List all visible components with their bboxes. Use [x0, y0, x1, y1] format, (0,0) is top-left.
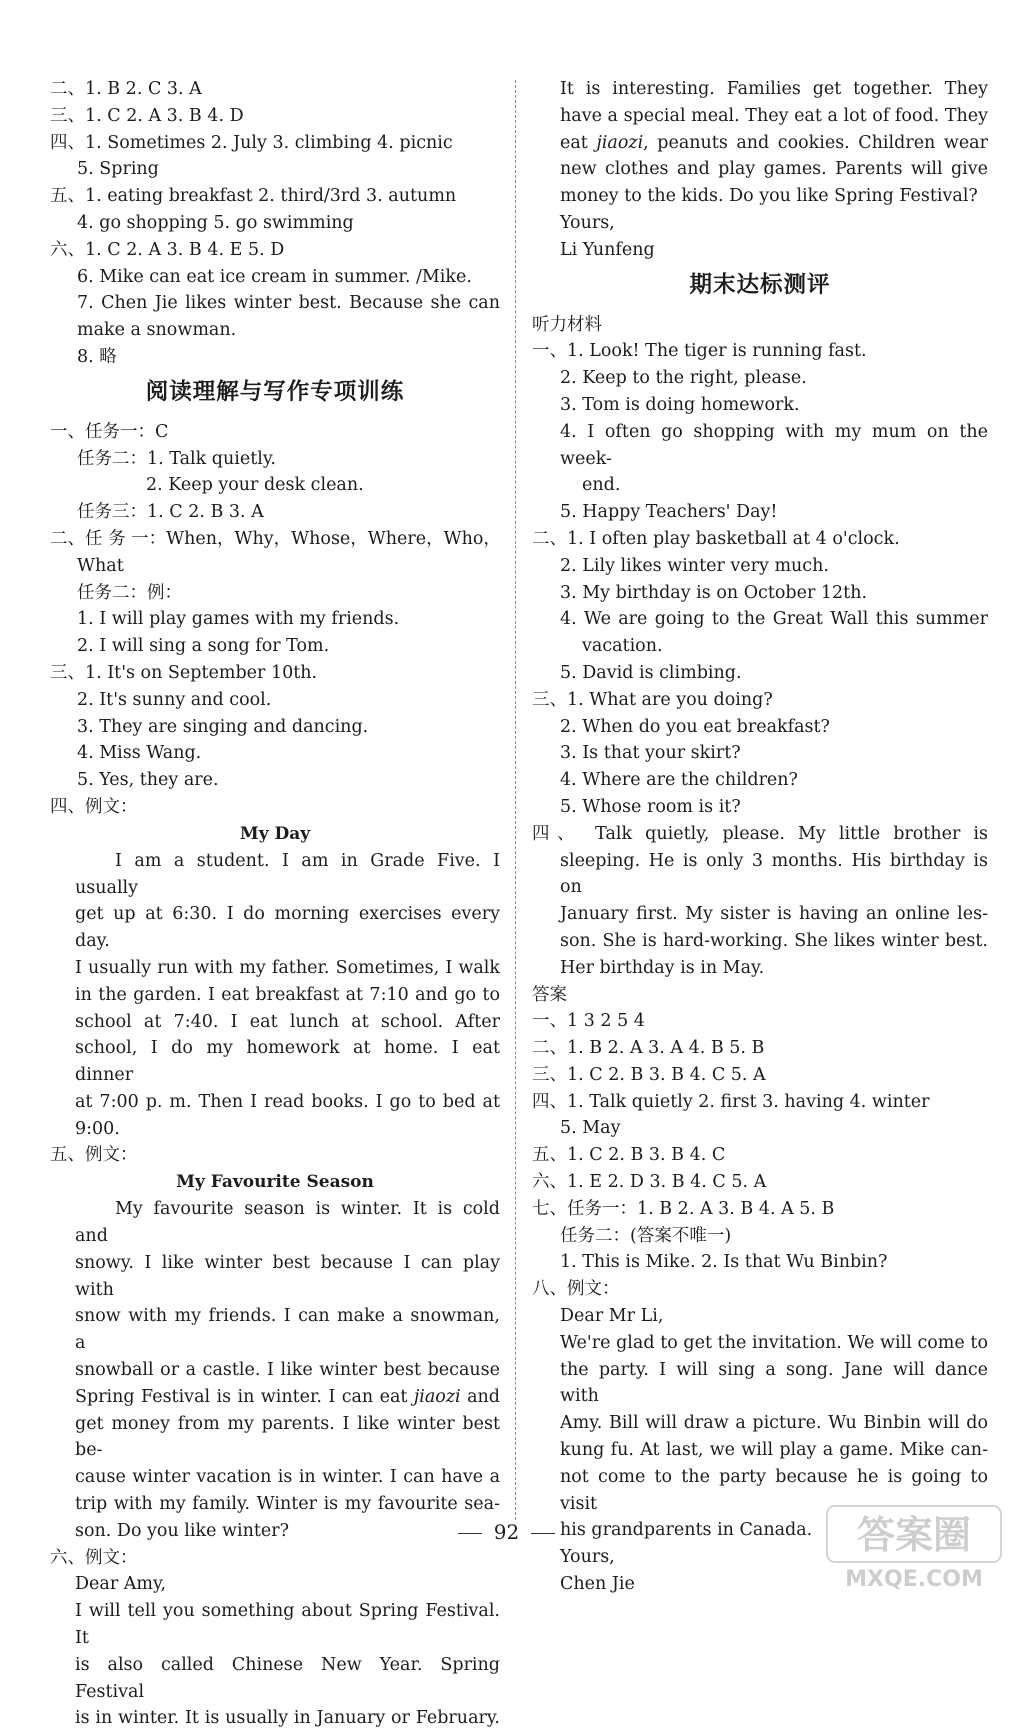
listening-line: end. — [582, 475, 621, 496]
italic-word: jiaozi — [413, 1386, 461, 1407]
listening-line: 二、1. I often play basketball at 4 o'clock. — [532, 528, 900, 549]
letter-line: his grandparents in Canada. — [560, 1520, 813, 1541]
answer-line: 一、1 3 2 5 4 — [532, 1011, 645, 1032]
left-column — [50, 76, 500, 1732]
answer-line: 2. Keep your desk clean. — [146, 475, 364, 496]
essay-line-text: and — [467, 1386, 500, 1407]
essay-line: snowball or a castle. I like winter best because — [75, 1360, 500, 1381]
listening-line: 3. Is that your skirt? — [560, 743, 741, 764]
answer-line: 三、1. C 2. B 3. B 4. C 5. A — [532, 1064, 766, 1085]
answer-line: 二、1. B 2. C 3. A — [50, 79, 202, 99]
listening-line: 4. Where are the children? — [560, 770, 798, 791]
listening-line: 5. David is climbing. — [560, 662, 742, 683]
listening-line: January first. My sister is having an online les- — [560, 904, 988, 925]
answer-line: 一、任务一：C — [50, 421, 169, 442]
letter-line: is in winter. It is usually in January or February. — [75, 1708, 500, 1729]
listening-line: 2. Lily likes winter very much. — [560, 555, 829, 576]
letter-line: I will tell you something about Spring Festival. It — [75, 1601, 500, 1649]
listening-line: 2. Keep to the right, please. — [560, 368, 807, 389]
letter-line: Amy. Bill will draw a picture. Wu Binbin will do — [560, 1413, 988, 1434]
letter-continuation — [532, 76, 988, 264]
listening-line: 一、1. Look! The tiger is running fast. — [532, 341, 867, 362]
answer-line: 4. go shopping 5. go swimming — [77, 212, 354, 233]
answer-line: 8. 略 — [77, 346, 117, 367]
listening-line: son. She is hard-working. She likes winter best. — [560, 930, 988, 951]
letter-line: Yours, — [560, 1547, 615, 1568]
answer-line: 6. Mike can eat ice cream in summer. /Mike. — [77, 266, 472, 287]
essay-line: I am a student. I am in Grade Five. I usually — [75, 850, 500, 898]
answer-line: 二、任 务 一：When，Why，Whose，Where，Who， — [50, 528, 501, 549]
essay-line: My favourite season is winter. It is cold and — [75, 1199, 500, 1247]
watermark-text: 答案圈 — [856, 1513, 972, 1557]
answer-line: 5. Yes, they are. — [77, 770, 219, 791]
essay-line: snowy. I like winter best because I can play with — [75, 1252, 500, 1300]
letter-line: new clothes and play games. Parents will give — [560, 159, 988, 180]
section-title-final-test: 期末达标测评 — [689, 271, 831, 298]
essay-line: school, I do my homework at home. I eat dinner — [75, 1038, 500, 1086]
answer-line: 六、1. C 2. A 3. B 4. E 5. D — [50, 239, 285, 260]
letter-line: Dear Amy, — [75, 1574, 167, 1595]
letter-line: not come to the party because he is going to visit — [560, 1466, 988, 1514]
answer-line: 4. Miss Wang. — [77, 743, 202, 764]
watermark-url: MXQE.COM — [845, 1567, 983, 1592]
letter-line: Yours, — [560, 212, 615, 233]
answer-line: 八、例文： — [532, 1279, 620, 1300]
letter-line: Chen Jie — [560, 1574, 635, 1595]
essay-my-day — [50, 848, 500, 1143]
listening-line: 2. When do you eat breakfast? — [560, 716, 830, 737]
section-title-reading-writing: 阅读理解与写作专项训练 — [145, 378, 405, 405]
letter-line: Li Yunfeng — [560, 239, 655, 260]
listening-line: 4. We are going to the Great Wall this summer — [560, 609, 988, 630]
letter-line-text: , peanuts and cookies. Children wear — [643, 132, 988, 153]
answer-line: 3. They are singing and dancing. — [77, 716, 369, 737]
answer-line: 七、任务一：1. B 2. A 3. B 4. A 5. B — [532, 1198, 835, 1219]
answer-line: 任务二：(答案不唯一) — [560, 1225, 732, 1246]
answer-line: What — [77, 555, 124, 576]
answer-line: 2. I will sing a song for Tom. — [77, 636, 330, 657]
letter-line: is also called Chinese New Year. Spring Festival — [75, 1654, 500, 1702]
right-column — [532, 76, 988, 1598]
letter-line: It is interesting. Families get together. They — [560, 79, 988, 99]
column-divider — [515, 80, 516, 1520]
letter-spring-festival — [50, 1571, 500, 1732]
essay-line: snow with my friends. I can make a snowman, a — [75, 1306, 500, 1354]
answer-line: 四、1. Sometimes 2. July 3. climbing 4. picnic — [50, 132, 453, 153]
letter-line: the party. I will sing a song. Jane will dance with — [560, 1359, 988, 1407]
answer-line: 六、1. E 2. D 3. B 4. C 5. A — [532, 1172, 767, 1193]
essay-favourite-season — [50, 1196, 500, 1544]
listening-line: 5. Whose room is it? — [560, 796, 741, 817]
listening-line: 四、 Talk quietly, please. My little brother is — [532, 823, 988, 844]
letter-line: Dear Mr Li, — [560, 1306, 664, 1327]
essay-line: son. Do you like winter? — [75, 1520, 289, 1541]
answer-line: 六、例文： — [50, 1547, 138, 1568]
answer-line: 5. May — [560, 1118, 621, 1139]
essay-line: cause winter vacation is in winter. I can have a — [75, 1467, 500, 1488]
answer-line: 1. I will play games with my friends. — [77, 609, 400, 630]
page-number: 92 — [0, 1520, 1013, 1544]
answer-line: 7. Chen Jie likes winter best. Because she can — [77, 293, 500, 314]
answer-line: 三、1. It's on September 10th. — [50, 662, 318, 683]
answer-line: 五、1. eating breakfast 2. third/3rd 3. autumn — [50, 186, 457, 207]
essay-line: in the garden. I eat breakfast at 7:10 and go to — [75, 984, 500, 1005]
answer-line: 四、1. Talk quietly 2. first 3. having 4. winter — [532, 1091, 930, 1112]
essay-line: get money from my parents. I like winter best be- — [75, 1413, 500, 1461]
italic-word: jiaozi — [596, 132, 644, 153]
essay-line — [75, 1384, 500, 1411]
listening-line: sleeping. He is only 3 months. His birthday is on — [560, 850, 988, 898]
essay-line: trip with my family. Winter is my favourite sea- — [75, 1494, 500, 1515]
listening-line: 3. Tom is doing homework. — [560, 394, 800, 415]
answer-line: make a snowman. — [77, 320, 237, 341]
essay-title-favourite-season: My Favourite Season — [176, 1172, 374, 1193]
watermark-logo — [819, 1500, 1009, 1596]
letter-line-text: eat — [560, 132, 588, 153]
answer-line: 三、1. C 2. A 3. B 4. D — [50, 105, 244, 126]
listening-line: 5. Happy Teachers' Day! — [560, 502, 778, 523]
letter-line: kung fu. At last, we will play a game. Mike can- — [560, 1440, 988, 1461]
essay-line: 9:00. — [75, 1118, 120, 1139]
letter-line: money to the kids. Do you like Spring Festival? — [560, 186, 978, 207]
answer-line: 五、1. C 2. B 3. B 4. C — [532, 1145, 726, 1166]
listening-line: vacation. — [582, 636, 663, 657]
answer-line: 5. Spring — [77, 159, 159, 180]
essay-line: school at 7:40. I eat lunch at school. After — [75, 1011, 500, 1032]
listening-label: 听力材料 — [532, 314, 602, 335]
letter-line — [560, 130, 988, 157]
answer-label: 答案 — [532, 984, 567, 1005]
listening-line: 3. My birthday is on October 12th. — [560, 582, 868, 603]
essay-line: I usually run with my father. Sometimes, I walk — [75, 957, 500, 978]
letter-line: We're glad to get the invitation. We will come to — [560, 1332, 988, 1353]
answer-line: 任务三：1. C 2. B 3. A — [77, 502, 264, 523]
essay-line: at 7:00 p. m. Then I read books. I go to bed at — [75, 1091, 500, 1112]
answer-line: 1. This is Mike. 2. Is that Wu Binbin? — [560, 1252, 888, 1273]
answer-line: 四、例文： — [50, 796, 138, 817]
answer-line: 2. It's sunny and cool. — [77, 689, 272, 710]
letter-line: have a special meal. They eat a lot of food. They — [560, 105, 988, 126]
answer-line: 任务二：1. Talk quietly. — [77, 448, 276, 469]
listening-line: 三、1. What are you doing? — [532, 689, 773, 710]
answer-line: 二、1. B 2. A 3. A 4. B 5. B — [532, 1038, 765, 1059]
essay-line: get up at 6:30. I do morning exercises every day. — [75, 904, 500, 952]
essay-title-my-day: My Day — [239, 823, 311, 844]
answer-line: 五、例文： — [50, 1145, 138, 1166]
listening-line: 4. I often go shopping with my mum on the week- — [560, 421, 988, 469]
answer-line: 任务二：例： — [77, 582, 182, 603]
essay-line-text: Spring Festival is in winter. I can eat — [75, 1386, 408, 1407]
listening-line: Her birthday is in May. — [560, 957, 765, 978]
